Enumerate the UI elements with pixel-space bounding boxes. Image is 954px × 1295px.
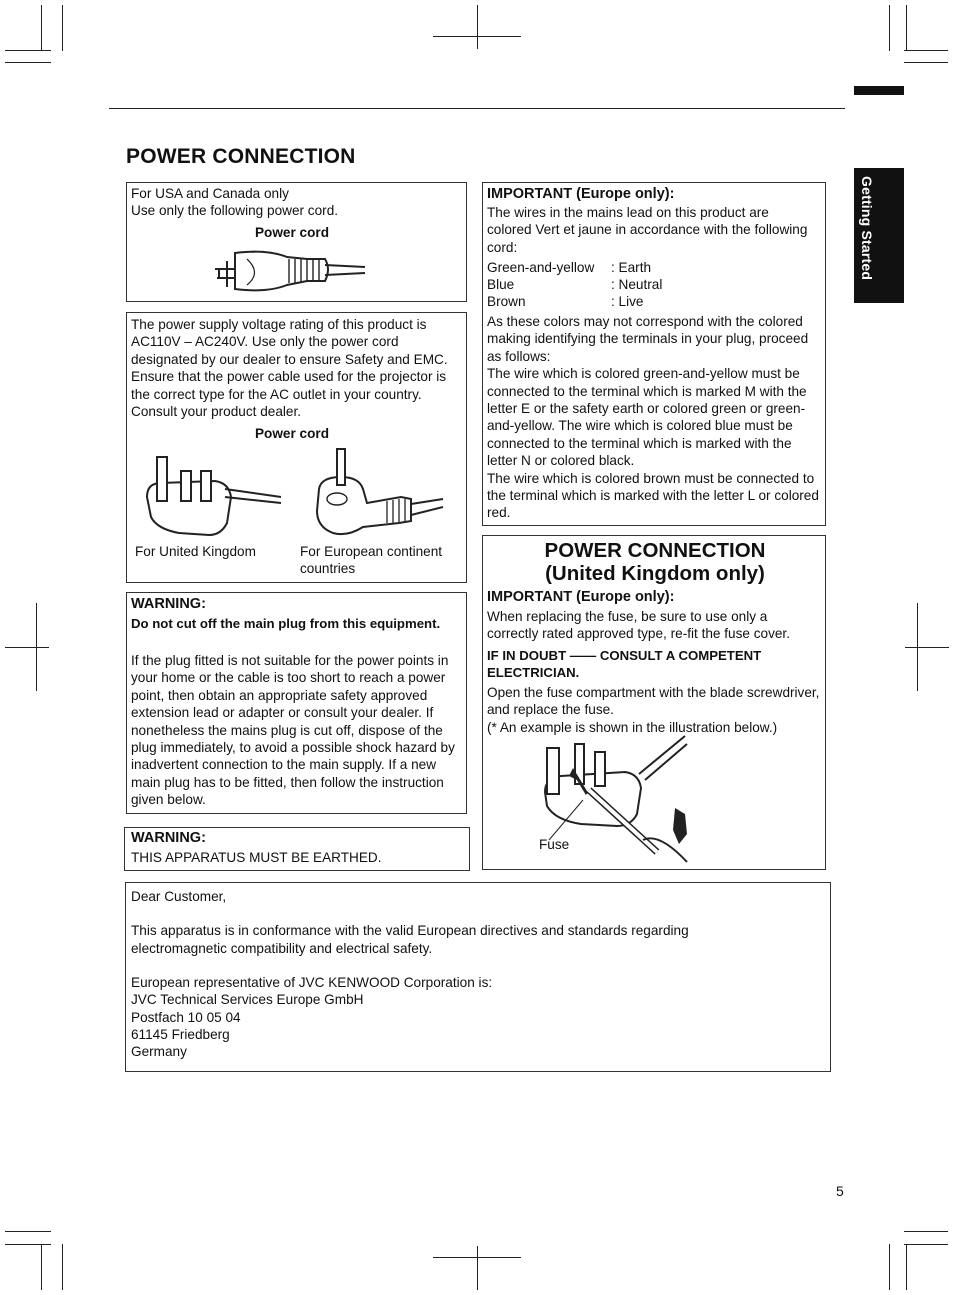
uk-plug-icon <box>143 453 283 543</box>
address-line: Germany <box>131 1044 187 1060</box>
wire-color-table <box>487 259 662 310</box>
uk-doubt-notice: IF IN DOUBT —— CONSULT A COMPETENT ELECTRICIAN. <box>487 648 762 681</box>
warning-body-1: If the plug fitted is not suitable for the power points in your home or the cable is too short to reach a power point, then obtain an appropriate safety approved extension lead or adapter or consult your dealer. If nonetheless the mains plug is cut off, dispose of the plug immediately, to avoid a possible shock hazard by inadvertent connection to the main supply. If a new main plug has to be fitted, then follow the instruction given below. <box>131 653 455 808</box>
important-para-1: As these colors may not correspond with the colored making identifying the terminals in your plug, proceed as follows: <box>487 314 809 364</box>
wire-row <box>487 259 662 276</box>
warning-title-2: WARNING: <box>131 830 206 846</box>
uk-caption: For United Kingdom <box>135 544 256 559</box>
uk-heading-line-1: POWER CONNECTION <box>544 539 766 562</box>
side-tab-label: Getting Started <box>859 176 875 281</box>
uk-important-title: IMPORTANT (Europe only): <box>487 589 675 605</box>
wire-color-name: Blue <box>487 277 515 292</box>
usa-line-1: For USA and Canada only <box>131 186 289 201</box>
voltage-cord-label: Power cord <box>254 426 330 441</box>
warning-box-earthed <box>124 827 470 871</box>
wire-color-value: : Neutral <box>611 277 663 292</box>
eu-caption: For European continent countries <box>300 544 443 577</box>
customer-rep-line: European representative of JVC KENWOOD Corporation is: <box>131 974 493 990</box>
wire-color-name: Green-and-yellow <box>487 260 595 275</box>
wire-color-value: : Earth <box>611 260 652 275</box>
uk-para-1: When replacing the fuse, be sure to use only a correctly rated approved type, re-fit the fuse cover. <box>487 609 790 642</box>
important-para-3: The wire which is colored brown must be connected to the terminal which is marked with the letter L or colored red. <box>487 470 819 521</box>
address-line: JVC Technical Services Europe GmbH <box>131 992 364 1008</box>
address-line: Postfach 10 05 04 <box>131 1009 241 1025</box>
page-title: POWER CONNECTION <box>126 145 356 168</box>
usa-line-2: Use only the following power cord. <box>131 203 339 219</box>
wire-color-name: Brown <box>487 294 526 309</box>
uk-power-box <box>482 535 826 870</box>
page-number: 5 <box>836 1183 844 1199</box>
voltage-box <box>126 312 467 583</box>
fuse-label: Fuse <box>539 837 570 852</box>
wire-row <box>487 293 662 310</box>
important-wires-box <box>482 182 826 526</box>
usa-canada-box <box>126 182 467 302</box>
important-para-2: The wire which is colored green-and-yellow must be connected to the terminal which is marked M with the letter E or the safety earth or colored green or green-and-yellow. The wire which is colored blue must be connected to the terminal which is marked with the letter N or colored black. <box>487 366 807 469</box>
usa-cord-label: Power cord <box>254 225 330 240</box>
important-intro: The wires in the mains lead on this product are colored Vert et jaune in accordance with the following cord: <box>487 205 808 255</box>
address-line: 61145 Friedberg <box>131 1027 230 1043</box>
header-rule <box>109 108 845 109</box>
warning-box-cut-plug <box>126 592 467 814</box>
warning-title-1: WARNING: <box>131 596 206 612</box>
eu-plug-icon <box>307 447 447 543</box>
warning-subtitle-1: Do not cut off the main plug from this equipment. <box>131 616 441 631</box>
wire-row <box>487 276 662 293</box>
uk-para-3: (* An example is shown in the illustration below.) <box>487 719 778 735</box>
uk-para-2: Open the fuse compartment with the blade screwdriver, and replace the fuse. <box>487 685 820 718</box>
warning-body-2: THIS APPARATUS MUST BE EARTHED. <box>131 850 382 865</box>
side-tab <box>854 168 904 303</box>
customer-greeting: Dear Customer, <box>131 889 227 904</box>
wire-color-value: : Live <box>611 294 644 309</box>
us-plug-icon <box>207 247 367 297</box>
uk-heading-line-2: (United Kingdom only) <box>545 561 765 585</box>
customer-notice-box <box>125 882 831 1072</box>
voltage-text: The power supply voltage rating of this product is AC110V – AC240V. Use only the power cord designated by our dealer to ensure Safety and EMC. Ensure that the power cable used for the projector is the correct type for the AC outlet in your country. Consult your product dealer. <box>131 317 448 420</box>
important-title: IMPORTANT (Europe only): <box>487 186 675 202</box>
customer-para-1: This apparatus is in conformance with the valid European directives and standards regarding electromagnetic compatibility and electrical safety. <box>131 923 689 956</box>
header-tab-bar <box>854 86 904 95</box>
